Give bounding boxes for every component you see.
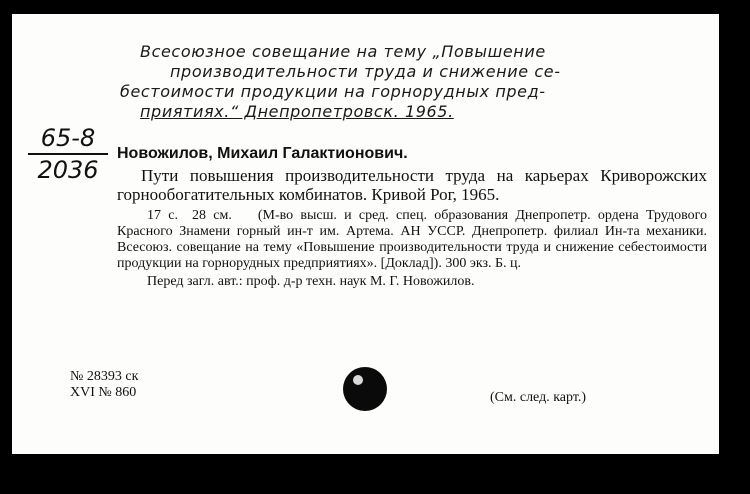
registry-line: № 28393 ск (70, 369, 139, 384)
registry-numbers (70, 369, 138, 401)
bibliographic-entry (117, 144, 707, 290)
work-title: Пути повышения производительности труда на карьерах Криворожских горнообогатительных комбинатов. Кривой Рог, 1965. (117, 166, 707, 204)
handwritten-line: производительности труда и снижение се- (170, 62, 561, 81)
author-heading: Новожилов, Михаил Галактионович. (117, 145, 408, 162)
physical-description (117, 208, 707, 272)
copies: 300 экз. Б. ц. (445, 256, 522, 271)
registry-line: XVI № 860 (70, 385, 137, 400)
catalog-card (12, 14, 719, 454)
size: 28 см. (191, 208, 232, 223)
handwritten-line: приятиях.“ Днепропетровск. 1965. (140, 102, 454, 121)
shelfmark-bottom: 2036 (37, 156, 99, 184)
handwritten-annotation (120, 42, 710, 122)
handwritten-line: бестоимости продукции на горнорудных пред- (120, 82, 546, 101)
handwritten-line: Всесоюзное совещание на тему „Повышение (140, 42, 546, 61)
shelfmark-top: 65-8 (28, 124, 108, 155)
series-statement: (М-во высш. и сред. спец. образования Днепропетр. ордена Трудового Красного Знамени горный ин-т им. Артема. АН УССР. Днепропетр. филиал Ин-та механики. Всесоюз. совещание на тему «Повышение производительности труда и снижение себестоимости продукции на горнорудных предприятиях». [Доклад]). (117, 208, 707, 271)
pages: 17 с. (147, 208, 178, 223)
card-punch-hole (343, 367, 387, 411)
shelfmark (28, 124, 108, 184)
author-note: Перед загл. авт.: проф. д-р техн. наук М. Г. Новожилов. (147, 274, 475, 289)
continued-note: (См. след. карт.) (490, 390, 587, 405)
